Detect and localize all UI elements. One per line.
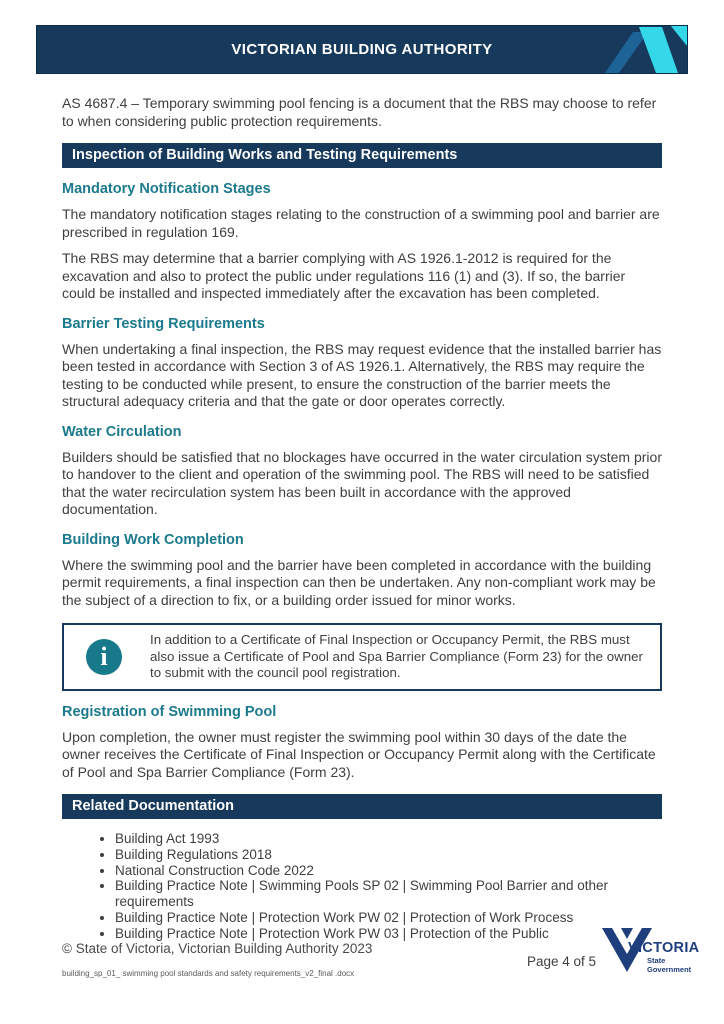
section-header-inspection <box>62 143 662 168</box>
intro-paragraph: AS 4687.4 – Temporary swimming pool fencing is a document that the RBS may choose to refer to when considering public protection requirements. <box>62 95 657 129</box>
list-item: • National Construction Code 2022 <box>115 863 662 879</box>
info-callout-text: In addition to a Certificate of Final Inspection or Occupancy Permit, the RBS must also issue a Certificate of Pool and Spa Barrier Compliance (Form 23) for the owner to submit with the council pool registration. <box>150 632 643 680</box>
page-number: Page 4 of 5 <box>526 954 596 969</box>
vba-logo-icon <box>603 26 687 73</box>
section-title-related-documentation: Related Documentation <box>72 798 234 814</box>
related-documentation-list <box>62 831 662 942</box>
paragraph-water-circulation: Builders should be satisfied that no blockages have occurred in the water circulation system prior to handover to the client and operation of the swimming pool. The RBS will need to be satisfied that the water recirculation system has been built in accordance with the approved documentation. <box>62 448 662 517</box>
info-icon: i <box>86 639 122 675</box>
victoria-state-government-logo <box>602 928 700 990</box>
subsection-heading-mandatory-notification: Mandatory Notification Stages <box>62 181 271 197</box>
paragraph-mandatory-notification-2: The RBS may determine that a barrier complying with AS 1926.1-2012 is required for the excavation and also to protect the public under regulations 116 (1) and (3). If so, the barrier could be installed and inspected immediately after the excavation has been completed. <box>62 250 626 301</box>
subsection-heading-building-work-completion: Building Work Completion <box>62 531 244 548</box>
victoria-tagline-line2: Government <box>647 964 692 974</box>
list-item: • Building Practice Note | Protection Work PW 02 | Protection of Work Process <box>115 910 662 926</box>
header-bar <box>36 25 688 74</box>
info-callout-box <box>62 623 662 691</box>
subsection-heading-water-circulation: Water Circulation <box>62 423 182 440</box>
list-item: • Building Act 1993 <box>115 831 662 847</box>
section-header-related-documentation <box>62 794 662 819</box>
victoria-logo-text <box>628 940 699 974</box>
subsection-heading-barrier-testing: Barrier Testing Requirements <box>62 315 265 332</box>
document-content <box>62 95 662 942</box>
list-item: • Building Practice Note | Swimming Pools SP 02 | Swimming Pool Barrier and other requirements <box>115 878 662 910</box>
section-title-inspection: Inspection of Building Works and Testing Requirements <box>72 147 458 163</box>
paragraph-mandatory-notification-1: The mandatory notification stages relating to the construction of a swimming pool and barrier are prescribed in regulation 169. <box>62 206 660 240</box>
document-filename-text: building_sp_01_ swimming pool standards and safety requirements_v2_final .docx <box>62 969 355 978</box>
victoria-tagline <box>647 957 699 974</box>
victoria-tagline-line1: State <box>647 956 666 965</box>
paragraph-registration: Upon completion, the owner must register the swimming pool within 30 days of the date the owner receives the Certificate of Final Inspection or Occupancy Permit along with the Certificate of Pool and Spa Barrier Compliance (Form 23). <box>62 728 656 780</box>
copyright-text: © State of Victoria, Victorian Building Authority 2023 <box>62 941 373 956</box>
header-title: VICTORIAN BUILDING AUTHORITY <box>231 41 493 58</box>
victoria-wordmark: VICTORIA <box>628 940 700 956</box>
list-item: • Building Practice Note | Protection Work PW 03 | Protection of the Public <box>115 926 662 942</box>
paragraph-barrier-testing: When undertaking a final inspection, the RBS may request evidence that the installed barrier has been tested in accordance with Section 3 of AS 1926.1. Alternatively, the RBS may require the testing to be conducted while present, to ensure the construction of the barrier meets the structural adequacy criteria and that the gate or door operates correctly. <box>62 340 662 409</box>
paragraph-building-work-completion: Where the swimming pool and the barrier have been completed in accordance with the building permit requirements, a final inspection can then be undertaken. Any non-compliant work may be the subject of a direction to fix, or a building order issued for minor works. <box>62 556 656 608</box>
list-item: • Building Regulations 2018 <box>115 847 662 863</box>
subsection-heading-registration: Registration of Swimming Pool <box>62 703 277 720</box>
